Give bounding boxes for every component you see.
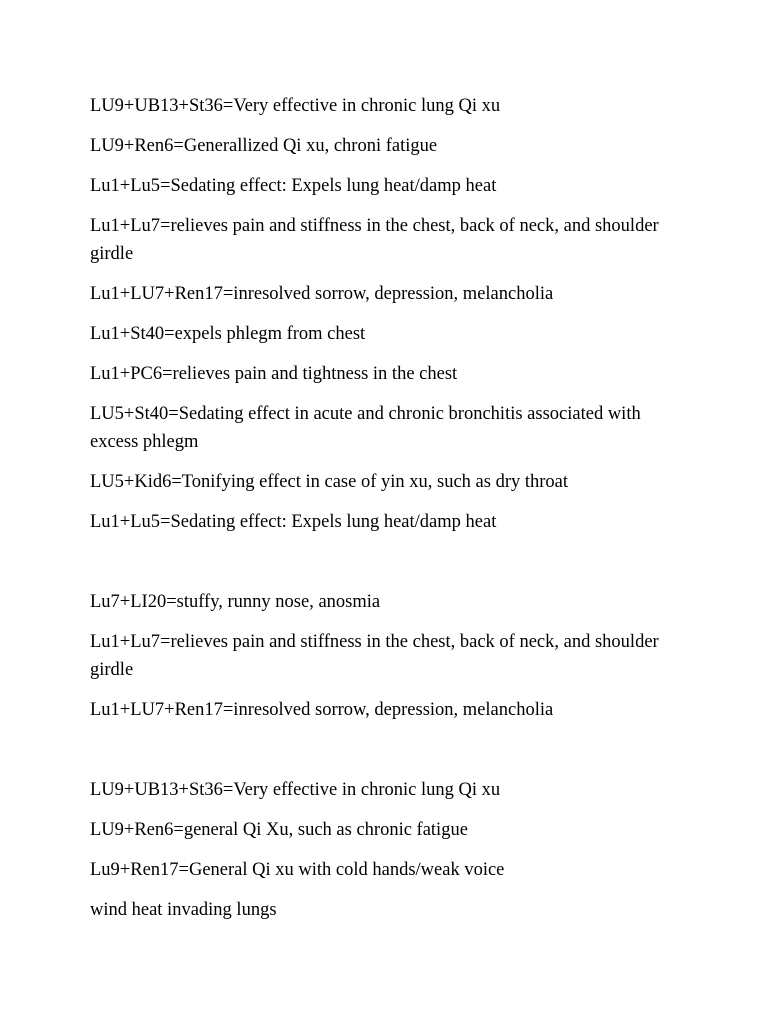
- text-line: Lu1+Lu7=relieves pain and stiffness in the chest, back of neck, and shoulder girdle: [90, 632, 659, 680]
- text-line: Lu1+Lu5=Sedating effect: Expels lung heat/damp heat: [90, 512, 497, 532]
- blank-line: [90, 548, 670, 576]
- text-line: LU5+Kid6=Tonifying effect in case of yin xu, such as dry throat: [90, 472, 569, 492]
- blank-line: [90, 736, 670, 764]
- text-line: LU5+St40=Sedating effect in acute and chronic bronchitis associated with excess phlegm: [90, 404, 641, 452]
- text-line: Lu1+LU7+Ren17=inresolved sorrow, depression, melancholia: [90, 284, 554, 304]
- text-line: wind heat invading lungs: [90, 900, 277, 920]
- text-line: Lu1+LU7+Ren17=inresolved sorrow, depression, melancholia: [90, 700, 554, 720]
- text-line: LU9+Ren6=Generallized Qi xu, chroni fatigue: [90, 136, 438, 156]
- text-line: Lu1+PC6=relieves pain and tightness in the chest: [90, 364, 458, 384]
- document-body: [90, 92, 670, 936]
- text-line: Lu1+Lu7=relieves pain and stiffness in the chest, back of neck, and shoulder girdle: [90, 216, 659, 264]
- text-line: Lu7+LI20=stuffy, runny nose, anosmia: [90, 592, 381, 612]
- text-line: LU9+UB13+St36=Very effective in chronic lung Qi xu: [90, 96, 501, 116]
- text-line: LU9+UB13+St36=Very effective in chronic lung Qi xu: [90, 780, 501, 800]
- text-line: Lu9+Ren17=General Qi xu with cold hands/weak voice: [90, 860, 505, 880]
- text-line: LU9+Ren6=general Qi Xu, such as chronic fatigue: [90, 820, 468, 840]
- text-line: Lu1+St40=expels phlegm from chest: [90, 324, 366, 344]
- text-line: Lu1+Lu5=Sedating effect: Expels lung heat/damp heat: [90, 176, 497, 196]
